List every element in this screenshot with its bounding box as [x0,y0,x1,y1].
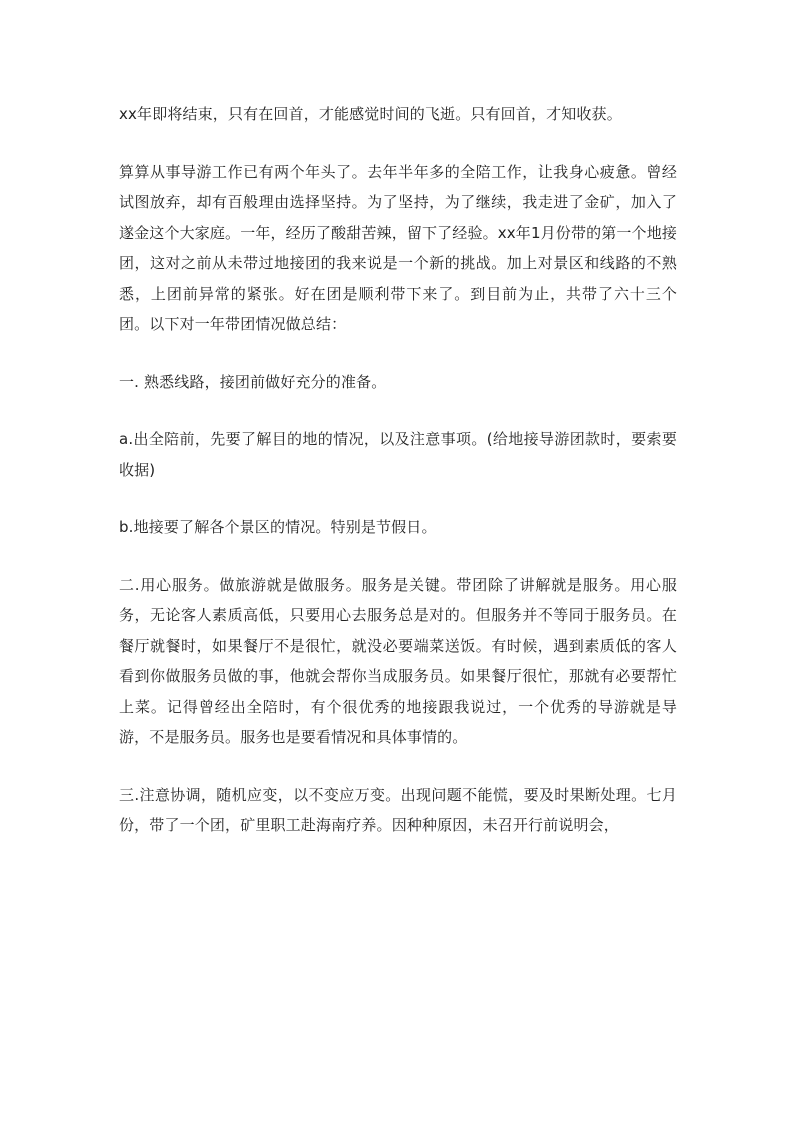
paragraph-intro: xx年即将结束，只有在回首，才能感觉时间的飞逝。只有回首，才知收获。 [119,105,622,123]
document-body [119,99,677,841]
paragraph-spacer [119,543,677,570]
paragraph-overview: 算算从事导游工作已有两个年头了。去年半年多的全陪工作，让我身心疲惫。曾经试图放弃，却有百般理由选择坚持。为了坚持，为了继续，我走进了金矿，加入了遂金这个大家庭。一年，经历了酸甜苦辣，留下了经验。xx年1月份带的第一个地接团，这对之前从未带过地接团的我来说是一个新的挑战。加上对景区和线路的不熟悉，上团前异常的紧张。好在团是顺利带下来了。到目前为止，共带了六十三个团。以下对一年带团情况做总结： [119,162,678,333]
list-item-b: b.地接要了解各个景区的情况。特别是节假日。 [119,518,437,536]
paragraph-spacer [119,485,677,512]
paragraph-spacer [119,340,677,367]
paragraph-spacer [119,130,677,157]
section-2-paragraph: 二.用心服务。做旅游就是做服务。服务是关键。带团除了讲解就是服务。用心服务，无论客人素质高低，只要用心去服务总是对的。但服务并不等同于服务员。在餐厅就餐时，如果餐厅不是很忙，就没必要端菜送饭。有时候，遇到素质低的客人看到你做服务员做的事，他就会帮你当成服务员。如果餐厅很忙，那就有必要帮忙上菜。记得曾经出全陪时，有个很优秀的地接跟我说过，一个优秀的导游就是导游，不是服务员。服务也是要看情况和具体事情的。 [119,575,677,746]
section-heading-1: 一. 熟悉线路，接团前做好充分的准备。 [119,372,387,391]
paragraph-spacer [119,397,677,424]
paragraph-spacer [119,753,677,780]
list-item-a: a.出全陪前，先要了解目的地的情况，以及注意事项。(给地接导游团款时，要索要收据) [119,430,677,479]
section-3-paragraph: 三.注意协调，随机应变，以不变应万变。出现问题不能慌，要及时果断处理。七月份，带了一个团，矿里职工赴海南疗养。因种种原因，未召开行前说明会， [119,785,677,834]
